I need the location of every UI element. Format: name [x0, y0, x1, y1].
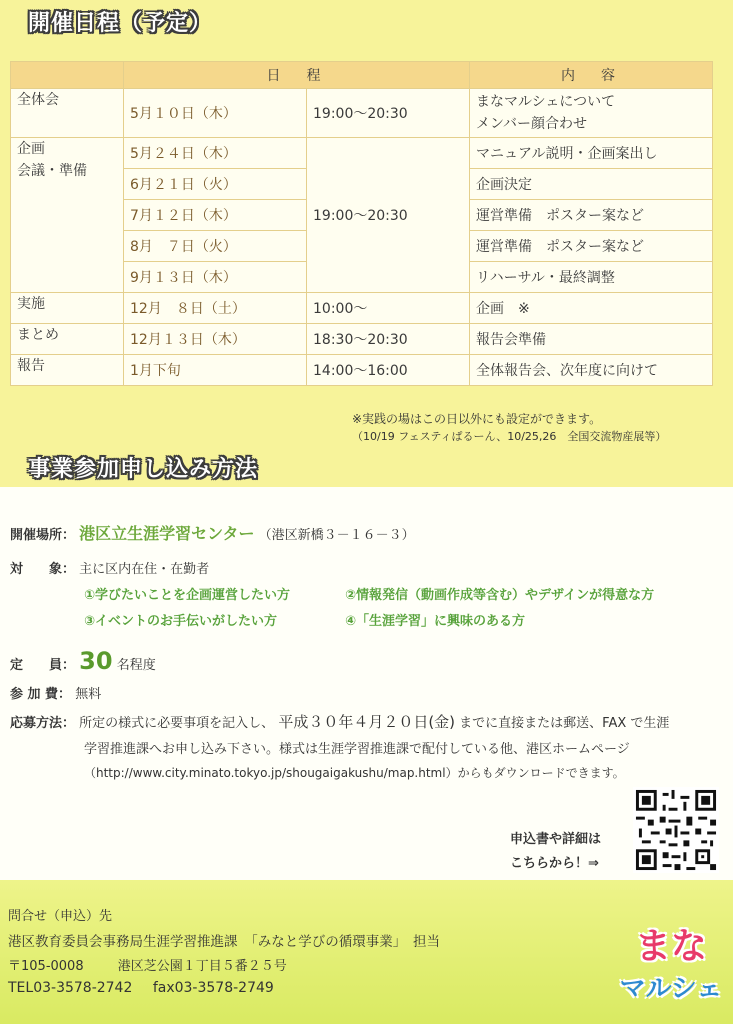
row-date: 8月 ７日（火） [124, 231, 307, 262]
application-heading: 事業参加申し込み方法 [28, 457, 259, 482]
row-date: 6月２１日（火） [124, 169, 307, 200]
row-time: 19:00～20:30 [307, 89, 470, 138]
contact-department: 港区教育委員会事務局生涯学習推進課 「みなと学びの循環事業」 担当 [8, 934, 440, 950]
row-date: 9月１３日（木） [124, 262, 307, 293]
mana-marche-logo [616, 925, 726, 1021]
row-content-line2: メンバー顔合わせ [476, 116, 588, 132]
row-content: リハーサル・最終調整 [470, 262, 713, 293]
row-content: 全体報告会、次年度に向けて [470, 355, 713, 386]
fee-label: 参 加 費： [10, 687, 72, 702]
row-category: 実施 [11, 293, 124, 324]
row-time: 14:00～16:00 [307, 355, 470, 386]
row-date: 5月１０日（木） [124, 89, 307, 138]
application-section-bg [0, 487, 733, 880]
contact-postal: 〒105-0008 [8, 959, 84, 974]
header-date: 日 程 [124, 62, 470, 89]
row-time: 18:30～20:30 [307, 324, 470, 355]
apply-line1-a: 所定の様式に必要事項を記入し、 [79, 716, 275, 731]
row-category: まとめ [11, 324, 124, 355]
capacity-number: 30 [79, 647, 113, 675]
row-content-line1: まなマルシェについて [476, 94, 616, 110]
qr-code-icon[interactable] [633, 787, 719, 873]
row-content: 企画 ※ [470, 293, 713, 324]
logo-line2: マルシェ [619, 974, 723, 1004]
schedule-table [10, 61, 713, 386]
row-time: 19:00～20:30 [307, 138, 470, 293]
table-row [11, 293, 713, 324]
table-row [11, 89, 713, 138]
row-date: 7月１２日（木） [124, 200, 307, 231]
apply-line2: 学習推進課へお申し込み下さい。様式は生涯学習推進課で配付している他、港区ホームページ [84, 742, 630, 757]
row-content: 運営準備 ポスター案など [470, 200, 713, 231]
target-option-3: ③イベントのお手伝いがしたい方 [84, 614, 278, 629]
apply-label: 応募方法： [10, 716, 76, 731]
row-category: 報告 [11, 355, 124, 386]
logo-line1: まな [634, 926, 707, 967]
capacity-label: 定 員： [10, 658, 76, 673]
schedule-heading: 開催日程（予定） [28, 11, 213, 36]
schedule-note-examples: （10/19 フェスティぱるーん、10/25,26 全国交流物産展等） [352, 430, 667, 443]
row-category: 全体会 [11, 89, 124, 138]
cta-line1: 申込書や詳細は [510, 832, 602, 847]
row-date: 1月下旬 [124, 355, 307, 386]
venue-address: （港区新橋３－１６－３） [258, 528, 415, 543]
apply-line1-c: までに直接または郵送、FAX で生涯 [459, 716, 670, 731]
contact-address: 港区芝公園１丁目５番２５号 [117, 959, 287, 974]
target-text: 主に区内在住・在勤者 [79, 562, 210, 577]
apply-url-line: （http://www.city.minato.tokyo.jp/shougaigakushu/map.html）からもダウンロードできます。 [84, 766, 625, 780]
table-row [11, 138, 713, 169]
row-date: 12月１３日（木） [124, 324, 307, 355]
target-option-4: ④「生涯学習」に興味のある方 [345, 614, 526, 629]
category-line1: 企画 [17, 141, 45, 157]
venue-label: 開催場所： [10, 528, 76, 543]
target-label: 対 象： [10, 562, 76, 577]
row-content: 企画決定 [470, 169, 713, 200]
row-date: 5月２４日（木） [124, 138, 307, 169]
table-row [11, 355, 713, 386]
row-category [11, 138, 124, 293]
schedule-note: ※実践の場はこの日以外にも設定ができます。 [352, 412, 602, 426]
row-date: 12月 ８日（土） [124, 293, 307, 324]
target-option-1: ①学びたいことを企画運営したい方 [84, 588, 291, 603]
apply-deadline: 平成３０年４月２０日(金) [278, 713, 456, 731]
table-row [11, 324, 713, 355]
contact-tel: TEL03-3578-2742 [8, 980, 133, 996]
row-content: 運営準備 ポスター案など [470, 231, 713, 262]
fee-value: 無料 [75, 687, 102, 702]
row-content: マニュアル説明・企画案出し [470, 138, 713, 169]
category-line2: 会議・準備 [17, 163, 87, 179]
venue-name: 港区立生涯学習センター [79, 524, 255, 543]
contact-title: 問合せ（申込）先 [8, 909, 113, 924]
cta-line2[interactable] [510, 852, 599, 871]
row-content: 報告会準備 [470, 324, 713, 355]
target-option-2: ②情報発信（動画作成等含む）やデザインが得意な方 [345, 588, 655, 603]
row-content [470, 89, 713, 138]
header-content: 内 容 [470, 62, 713, 89]
row-time: 10:00～ [307, 293, 470, 324]
capacity-suffix: 名程度 [116, 658, 156, 673]
cta-link-text[interactable]: こちらから！⇒ [510, 856, 599, 871]
contact-fax: fax03-3578-2749 [152, 980, 274, 996]
